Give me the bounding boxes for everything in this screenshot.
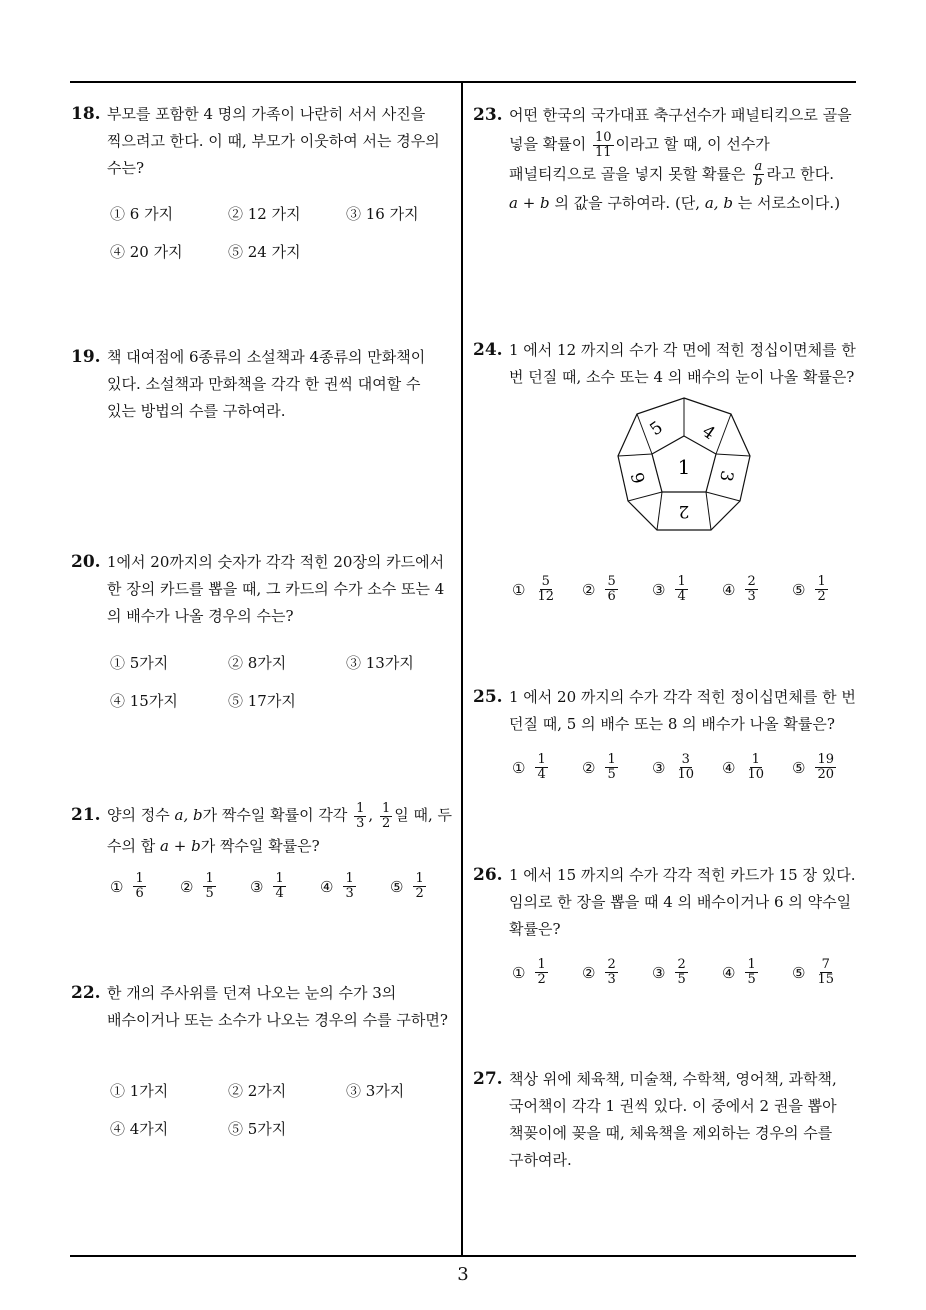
choice-2[interactable]: ② $\frac{2}{3}$ [582, 957, 616, 987]
choice-5[interactable]: ⑤ 24 가지 [228, 243, 301, 261]
top-rule [70, 81, 856, 83]
question-22 [71, 980, 448, 1034]
question-24 [473, 337, 856, 391]
choice-1[interactable]: ① 6 가지 [110, 205, 174, 223]
question-text-line: 배수이거나 또는 소수가 나오는 경우의 수를 구하면? [107, 1011, 448, 1029]
page-number: 3 [457, 1264, 469, 1285]
choice-1[interactable]: ① $\frac{1}{4}$ [512, 752, 546, 782]
choice-4[interactable]: ④ $\frac{1}{10}$ [722, 752, 764, 782]
choices-25 [512, 753, 862, 782]
question-text-line: 넣을 확률이 $\frac{10}{11}$ 이라고 할 때, 이 선수가 [509, 129, 770, 160]
question-number: 27. [473, 1069, 503, 1089]
question-26 [473, 862, 856, 943]
choice-2[interactable]: ② 8가지 [228, 654, 287, 672]
face-label: 4 [698, 421, 719, 445]
face-label: 2 [678, 501, 690, 521]
choice-1[interactable]: ① 1가지 [110, 1082, 169, 1100]
question-number: 25. [473, 687, 503, 707]
question-21 [71, 800, 452, 861]
question-text-line: 1 에서 12 까지의 수가 각 면에 적힌 정십이면체를 한 [509, 341, 856, 359]
choice-2[interactable]: ② 12 가지 [228, 205, 301, 223]
question-text-line: 국어책이 각각 1 권씩 있다. 이 중에서 2 권을 뽑아 [509, 1097, 837, 1115]
question-text-line: a + b 의 값을 구하여라. (단, a, b 는 서로소이다.) [509, 194, 841, 212]
question-25 [473, 684, 856, 738]
question-text-line: 확률은? [509, 920, 561, 938]
question-text-line: 1 에서 15 까지의 수가 각각 적힌 카드가 15 장 있다. [509, 866, 856, 884]
fraction: $\frac{10}{11}$ [595, 129, 612, 160]
choice-5[interactable]: ⑤ 17가지 [228, 692, 296, 710]
choice-1[interactable]: ① 5가지 [110, 654, 169, 672]
question-text-line: 한 개의 주사위를 던져 나오는 눈의 수가 3의 [107, 984, 397, 1002]
choice-3[interactable]: ③ $\frac{3}{10}$ [652, 752, 694, 782]
question-number: 20. [71, 552, 101, 572]
choice-2[interactable]: ② $\frac{1}{5}$ [582, 752, 616, 782]
question-text-line: 한 장의 카드를 뽑을 때, 그 카드의 수가 소수 또는 4 [107, 580, 445, 598]
choices-22 [110, 1072, 464, 1148]
question-text-line: 어떤 한국의 국가대표 축구선수가 패널티킥으로 골을 [509, 106, 852, 124]
question-text-line: 찍으려고 한다. 이 때, 부모가 이웃하여 서는 경우의 [107, 132, 440, 150]
choice-3[interactable]: ③ 3가지 [346, 1082, 405, 1100]
question-20 [71, 549, 445, 630]
choice-3[interactable]: ③ $\frac{1}{4}$ [250, 871, 284, 901]
choice-5[interactable]: ⑤ $\frac{1}{2}$ [792, 574, 826, 604]
choice-5[interactable]: ⑤ $\frac{7}{15}$ [792, 957, 834, 987]
choice-4[interactable]: ④ 20 가지 [110, 243, 183, 261]
choices-18 [110, 195, 464, 271]
choice-1[interactable]: ① $\frac{1}{6}$ [110, 871, 144, 901]
choice-4[interactable]: ④ 15가지 [110, 692, 178, 710]
choices-26 [512, 958, 862, 987]
choices-21 [110, 872, 460, 901]
choice-1[interactable]: ① $\frac{1}{2}$ [512, 957, 546, 987]
question-text-line: 책상 위에 체육책, 미술책, 수학책, 영어책, 과학책, [509, 1070, 837, 1088]
choice-4[interactable]: ④ $\frac{1}{5}$ [722, 957, 756, 987]
question-text-line: 수는? [107, 159, 145, 177]
question-19 [72, 344, 430, 425]
question-number: 26. [473, 865, 503, 885]
choice-5[interactable]: ⑤ $\frac{19}{20}$ [792, 752, 834, 782]
choice-4[interactable]: ④ $\frac{2}{3}$ [722, 574, 756, 604]
choice-2[interactable]: ② 2가지 [228, 1082, 287, 1100]
question-text-line: 부모를 포함한 4 명의 가족이 나란히 서서 사진을 [107, 105, 426, 123]
question-number: 24. [473, 340, 503, 360]
question-text-line: 임의로 한 장을 뽑을 때 4 의 배수이거나 6 의 약수일 [509, 893, 852, 911]
question-text-line: 1 에서 20 까지의 수가 각각 적힌 정이십면체를 한 번 [509, 688, 856, 706]
fraction: $\frac{1}{3}$ [356, 800, 365, 831]
question-18 [71, 101, 440, 182]
choice-3[interactable]: ③ $\frac{2}{5}$ [652, 957, 686, 987]
face-label: 3 [715, 468, 737, 484]
question-number: 22. [71, 983, 101, 1003]
choice-3[interactable]: ③ $\frac{1}{4}$ [652, 574, 686, 604]
choice-3[interactable]: ③ 16 가지 [346, 205, 419, 223]
choice-4[interactable]: ④ 4가지 [110, 1120, 169, 1138]
question-text-line: 구하여라. [509, 1151, 572, 1169]
choice-4[interactable]: ④ $\frac{1}{3}$ [320, 871, 354, 901]
question-text-line: 있는 방법의 수를 구하여라. [107, 402, 286, 420]
question-number: 18. [71, 104, 101, 124]
question-text-line: 번 던질 때, 소수 또는 4 의 배수의 눈이 나올 확률은? [509, 368, 855, 386]
fraction: $\frac{a}{b}$ [754, 159, 763, 189]
question-text-line: 패널티킥으로 골을 넣지 못할 확률은 $\frac{a}{b}$ 라고 한다. [509, 159, 835, 189]
dodecahedron-figure [614, 396, 754, 532]
choice-1[interactable]: ① $\frac{5}{12}$ [512, 574, 554, 604]
question-text-line: 책꽂이에 꽂을 때, 체육책을 제외하는 경우의 수를 [509, 1124, 833, 1142]
question-text-line: 1에서 20까지의 숫자가 각각 적힌 20장의 카드에서 [107, 553, 445, 571]
question-text-line: 책 대여점에 6종류의 소설책과 4종류의 만화책이 [107, 348, 426, 366]
choices-20 [110, 644, 464, 720]
bottom-rule [70, 1255, 856, 1257]
face-label: 6 [627, 469, 651, 486]
fraction: $\frac{1}{2}$ [381, 800, 391, 831]
choice-2[interactable]: ② $\frac{5}{6}$ [582, 574, 616, 604]
choice-3[interactable]: ③ 13가지 [346, 654, 414, 672]
face-label: 1 [677, 455, 691, 479]
question-text-line: 던질 때, 5 의 배수 또는 8 의 배수가 나올 확률은? [509, 715, 835, 733]
choice-5[interactable]: ⑤ $\frac{1}{2}$ [390, 871, 424, 901]
question-number: 21. [71, 805, 101, 825]
face-label: 5 [646, 417, 667, 441]
choice-2[interactable]: ② $\frac{1}{5}$ [180, 871, 214, 901]
question-number: 23. [473, 105, 503, 125]
question-27 [473, 1066, 837, 1174]
question-text-line: 양의 정수 a, b가 짝수일 확률이 각각 $\frac{1}{3}$ , $\frac{1}{2}$ 일 때, 두 [107, 800, 452, 831]
choices-24 [512, 575, 862, 604]
question-23 [473, 101, 852, 218]
question-text-line: 의 배수가 나올 경우의 수는? [107, 607, 294, 625]
question-number: 19. [71, 347, 101, 367]
choice-5[interactable]: ⑤ 5가지 [228, 1120, 287, 1138]
question-text-line: 수의 합 a + b가 짝수일 확률은? [107, 836, 320, 855]
question-text-line: 있다. 소설책과 만화책을 각각 한 권씩 대여할 수 [107, 375, 421, 393]
